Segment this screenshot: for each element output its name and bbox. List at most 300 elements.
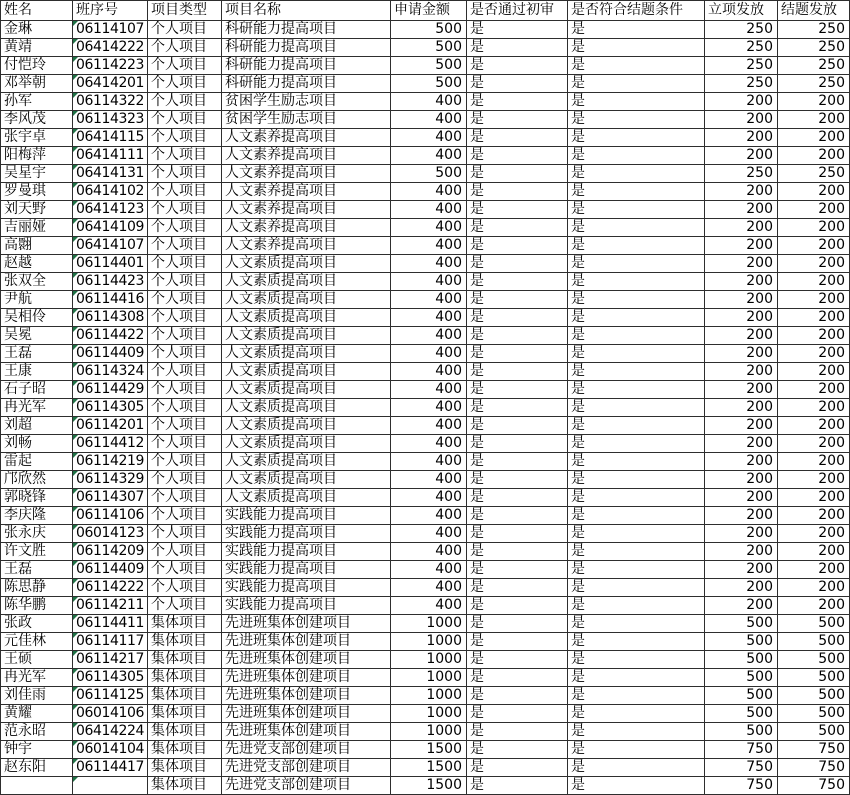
cell-r23-c4[interactable]: [391, 435, 467, 453]
cell-r11-c4[interactable]: [391, 219, 467, 237]
cell-r39-c1[interactable]: [73, 723, 148, 741]
cell-r6-c3[interactable]: [222, 129, 391, 147]
cell-r41-c4[interactable]: [391, 759, 467, 777]
cell-r9-c5[interactable]: [467, 183, 568, 201]
cell-r29-c3[interactable]: [222, 543, 391, 561]
cell-r34-c5[interactable]: [467, 633, 568, 651]
cell-r38-c4[interactable]: [391, 705, 467, 723]
cell-r13-c1[interactable]: [73, 255, 148, 273]
cell-r20-c2[interactable]: [148, 381, 222, 399]
cell-r7-c1[interactable]: [73, 147, 148, 165]
column-header-0[interactable]: 姓名: [1, 1, 73, 21]
cell-r1-c2[interactable]: [148, 39, 222, 57]
cell-r31-c7[interactable]: [705, 579, 778, 597]
cell-r42-c7[interactable]: [705, 777, 778, 795]
cell-r0-c1[interactable]: [73, 21, 148, 39]
cell-r35-c3[interactable]: [222, 651, 391, 669]
cell-r28-c8[interactable]: [778, 525, 850, 543]
cell-r23-c7[interactable]: [705, 435, 778, 453]
cell-r2-c3[interactable]: [222, 57, 391, 75]
cell-r32-c2[interactable]: [148, 597, 222, 615]
cell-r26-c8[interactable]: [778, 489, 850, 507]
cell-r7-c4[interactable]: [391, 147, 467, 165]
cell-r4-c0[interactable]: [1, 93, 73, 111]
cell-r26-c0[interactable]: [1, 489, 73, 507]
cell-r4-c7[interactable]: [705, 93, 778, 111]
column-header-7[interactable]: 立项发放: [705, 1, 778, 21]
cell-r27-c7[interactable]: [705, 507, 778, 525]
cell-r34-c0[interactable]: [1, 633, 73, 651]
cell-r8-c0[interactable]: [1, 165, 73, 183]
cell-r31-c2[interactable]: [148, 579, 222, 597]
cell-r10-c4[interactable]: [391, 201, 467, 219]
cell-r17-c3[interactable]: [222, 327, 391, 345]
cell-r24-c6[interactable]: [568, 453, 705, 471]
cell-r4-c8[interactable]: [778, 93, 850, 111]
cell-r25-c3[interactable]: [222, 471, 391, 489]
cell-r30-c0[interactable]: [1, 561, 73, 579]
cell-r36-c2[interactable]: [148, 669, 222, 687]
cell-r32-c1[interactable]: [73, 597, 148, 615]
cell-r23-c5[interactable]: [467, 435, 568, 453]
cell-r15-c6[interactable]: [568, 291, 705, 309]
cell-r33-c7[interactable]: [705, 615, 778, 633]
cell-r24-c4[interactable]: [391, 453, 467, 471]
cell-r34-c3[interactable]: [222, 633, 391, 651]
cell-r19-c4[interactable]: [391, 363, 467, 381]
column-header-6[interactable]: 是否符合结题条件: [568, 1, 705, 21]
cell-r36-c7[interactable]: [705, 669, 778, 687]
cell-r20-c5[interactable]: [467, 381, 568, 399]
cell-r2-c8[interactable]: [778, 57, 850, 75]
cell-r37-c2[interactable]: [148, 687, 222, 705]
cell-r36-c1[interactable]: [73, 669, 148, 687]
cell-r27-c2[interactable]: [148, 507, 222, 525]
cell-r40-c1[interactable]: [73, 741, 148, 759]
cell-r35-c4[interactable]: [391, 651, 467, 669]
cell-r1-c8[interactable]: [778, 39, 850, 57]
cell-r4-c1[interactable]: [73, 93, 148, 111]
cell-r34-c1[interactable]: [73, 633, 148, 651]
cell-r21-c2[interactable]: [148, 399, 222, 417]
cell-r6-c2[interactable]: [148, 129, 222, 147]
cell-r3-c2[interactable]: [148, 75, 222, 93]
cell-r16-c2[interactable]: [148, 309, 222, 327]
cell-r21-c7[interactable]: [705, 399, 778, 417]
cell-r16-c1[interactable]: [73, 309, 148, 327]
cell-r36-c0[interactable]: [1, 669, 73, 687]
cell-r3-c1[interactable]: [73, 75, 148, 93]
cell-r33-c6[interactable]: [568, 615, 705, 633]
cell-r22-c1[interactable]: [73, 417, 148, 435]
cell-r34-c7[interactable]: [705, 633, 778, 651]
cell-r12-c2[interactable]: [148, 237, 222, 255]
cell-r17-c5[interactable]: [467, 327, 568, 345]
cell-r10-c5[interactable]: [467, 201, 568, 219]
cell-r18-c6[interactable]: [568, 345, 705, 363]
cell-r41-c5[interactable]: [467, 759, 568, 777]
cell-r12-c4[interactable]: [391, 237, 467, 255]
cell-r25-c4[interactable]: [391, 471, 467, 489]
cell-r4-c4[interactable]: [391, 93, 467, 111]
cell-r0-c8[interactable]: [778, 21, 850, 39]
cell-r16-c8[interactable]: [778, 309, 850, 327]
cell-r13-c7[interactable]: [705, 255, 778, 273]
cell-r19-c8[interactable]: [778, 363, 850, 381]
cell-r18-c5[interactable]: [467, 345, 568, 363]
cell-r29-c7[interactable]: [705, 543, 778, 561]
cell-r9-c4[interactable]: [391, 183, 467, 201]
cell-r21-c5[interactable]: [467, 399, 568, 417]
cell-r34-c4[interactable]: [391, 633, 467, 651]
cell-r5-c5[interactable]: [467, 111, 568, 129]
cell-r22-c8[interactable]: [778, 417, 850, 435]
cell-r35-c0[interactable]: [1, 651, 73, 669]
cell-r2-c1[interactable]: [73, 57, 148, 75]
cell-r39-c4[interactable]: [391, 723, 467, 741]
cell-r22-c4[interactable]: [391, 417, 467, 435]
cell-r1-c4[interactable]: [391, 39, 467, 57]
cell-r11-c0[interactable]: [1, 219, 73, 237]
cell-r23-c1[interactable]: [73, 435, 148, 453]
cell-r22-c7[interactable]: [705, 417, 778, 435]
cell-r17-c4[interactable]: [391, 327, 467, 345]
cell-r9-c6[interactable]: [568, 183, 705, 201]
cell-r5-c7[interactable]: [705, 111, 778, 129]
cell-r32-c8[interactable]: [778, 597, 850, 615]
cell-r8-c8[interactable]: [778, 165, 850, 183]
cell-r32-c0[interactable]: [1, 597, 73, 615]
cell-r9-c3[interactable]: [222, 183, 391, 201]
cell-r0-c5[interactable]: [467, 21, 568, 39]
cell-r15-c1[interactable]: [73, 291, 148, 309]
column-header-5[interactable]: 是否通过初审: [467, 1, 568, 21]
cell-r9-c1[interactable]: [73, 183, 148, 201]
cell-r19-c7[interactable]: [705, 363, 778, 381]
cell-r27-c5[interactable]: [467, 507, 568, 525]
cell-r41-c7[interactable]: [705, 759, 778, 777]
cell-r30-c6[interactable]: [568, 561, 705, 579]
cell-r14-c6[interactable]: [568, 273, 705, 291]
cell-r29-c5[interactable]: [467, 543, 568, 561]
cell-r6-c1[interactable]: [73, 129, 148, 147]
cell-r6-c0[interactable]: [1, 129, 73, 147]
cell-r5-c4[interactable]: [391, 111, 467, 129]
cell-r38-c0[interactable]: [1, 705, 73, 723]
cell-r8-c3[interactable]: [222, 165, 391, 183]
cell-r33-c3[interactable]: [222, 615, 391, 633]
cell-r22-c6[interactable]: [568, 417, 705, 435]
cell-r7-c5[interactable]: [467, 147, 568, 165]
cell-r11-c6[interactable]: [568, 219, 705, 237]
cell-r0-c7[interactable]: [705, 21, 778, 39]
cell-r16-c5[interactable]: [467, 309, 568, 327]
cell-r30-c1[interactable]: [73, 561, 148, 579]
cell-r9-c7[interactable]: [705, 183, 778, 201]
cell-r6-c6[interactable]: [568, 129, 705, 147]
cell-r29-c0[interactable]: [1, 543, 73, 561]
cell-r30-c3[interactable]: [222, 561, 391, 579]
cell-r38-c8[interactable]: [778, 705, 850, 723]
cell-r31-c6[interactable]: [568, 579, 705, 597]
cell-r14-c1[interactable]: [73, 273, 148, 291]
cell-r36-c8[interactable]: [778, 669, 850, 687]
cell-r26-c7[interactable]: [705, 489, 778, 507]
cell-r14-c8[interactable]: [778, 273, 850, 291]
cell-r15-c7[interactable]: [705, 291, 778, 309]
cell-r23-c2[interactable]: [148, 435, 222, 453]
cell-r19-c3[interactable]: [222, 363, 391, 381]
column-header-1[interactable]: 班序号: [73, 1, 148, 21]
cell-r38-c1[interactable]: [73, 705, 148, 723]
cell-r40-c2[interactable]: [148, 741, 222, 759]
cell-r11-c8[interactable]: [778, 219, 850, 237]
cell-r12-c5[interactable]: [467, 237, 568, 255]
cell-r13-c8[interactable]: [778, 255, 850, 273]
cell-r2-c6[interactable]: [568, 57, 705, 75]
cell-r1-c0[interactable]: [1, 39, 73, 57]
cell-r3-c4[interactable]: [391, 75, 467, 93]
cell-r39-c2[interactable]: [148, 723, 222, 741]
cell-r37-c1[interactable]: [73, 687, 148, 705]
cell-r37-c7[interactable]: [705, 687, 778, 705]
cell-r27-c4[interactable]: [391, 507, 467, 525]
cell-r30-c7[interactable]: [705, 561, 778, 579]
cell-r28-c7[interactable]: [705, 525, 778, 543]
cell-r13-c5[interactable]: [467, 255, 568, 273]
cell-r27-c8[interactable]: [778, 507, 850, 525]
cell-r42-c5[interactable]: [467, 777, 568, 795]
cell-r31-c3[interactable]: [222, 579, 391, 597]
cell-r16-c4[interactable]: [391, 309, 467, 327]
cell-r2-c5[interactable]: [467, 57, 568, 75]
cell-r14-c2[interactable]: [148, 273, 222, 291]
cell-r15-c5[interactable]: [467, 291, 568, 309]
cell-r16-c3[interactable]: [222, 309, 391, 327]
cell-r0-c3[interactable]: [222, 21, 391, 39]
cell-r31-c0[interactable]: [1, 579, 73, 597]
cell-r42-c0[interactable]: [1, 777, 73, 795]
cell-r10-c6[interactable]: [568, 201, 705, 219]
cell-r25-c2[interactable]: [148, 471, 222, 489]
cell-r4-c6[interactable]: [568, 93, 705, 111]
cell-r8-c6[interactable]: [568, 165, 705, 183]
cell-r3-c5[interactable]: [467, 75, 568, 93]
cell-r17-c6[interactable]: [568, 327, 705, 345]
cell-r12-c1[interactable]: [73, 237, 148, 255]
cell-r28-c0[interactable]: [1, 525, 73, 543]
cell-r19-c6[interactable]: [568, 363, 705, 381]
cell-r17-c0[interactable]: [1, 327, 73, 345]
cell-r21-c1[interactable]: [73, 399, 148, 417]
cell-r18-c1[interactable]: [73, 345, 148, 363]
cell-r10-c0[interactable]: [1, 201, 73, 219]
cell-r40-c6[interactable]: [568, 741, 705, 759]
cell-r37-c8[interactable]: [778, 687, 850, 705]
cell-r16-c6[interactable]: [568, 309, 705, 327]
cell-r40-c8[interactable]: [778, 741, 850, 759]
cell-r2-c4[interactable]: [391, 57, 467, 75]
cell-r20-c8[interactable]: [778, 381, 850, 399]
cell-r22-c3[interactable]: [222, 417, 391, 435]
cell-r25-c8[interactable]: [778, 471, 850, 489]
cell-r19-c0[interactable]: [1, 363, 73, 381]
cell-r24-c8[interactable]: [778, 453, 850, 471]
cell-r28-c2[interactable]: [148, 525, 222, 543]
cell-r25-c7[interactable]: [705, 471, 778, 489]
cell-r23-c3[interactable]: [222, 435, 391, 453]
cell-r30-c4[interactable]: [391, 561, 467, 579]
cell-r40-c7[interactable]: [705, 741, 778, 759]
cell-r0-c6[interactable]: [568, 21, 705, 39]
cell-r15-c3[interactable]: [222, 291, 391, 309]
cell-r20-c3[interactable]: [222, 381, 391, 399]
cell-r1-c7[interactable]: [705, 39, 778, 57]
cell-r30-c2[interactable]: [148, 561, 222, 579]
cell-r12-c6[interactable]: [568, 237, 705, 255]
column-header-2[interactable]: 项目类型: [148, 1, 222, 21]
cell-r0-c0[interactable]: [1, 21, 73, 39]
cell-r5-c8[interactable]: [778, 111, 850, 129]
cell-r13-c4[interactable]: [391, 255, 467, 273]
cell-r7-c6[interactable]: [568, 147, 705, 165]
cell-r12-c7[interactable]: [705, 237, 778, 255]
cell-r38-c3[interactable]: [222, 705, 391, 723]
cell-r27-c0[interactable]: [1, 507, 73, 525]
cell-r23-c8[interactable]: [778, 435, 850, 453]
cell-r18-c3[interactable]: [222, 345, 391, 363]
cell-r7-c3[interactable]: [222, 147, 391, 165]
cell-r5-c2[interactable]: [148, 111, 222, 129]
cell-r3-c0[interactable]: [1, 75, 73, 93]
cell-r36-c3[interactable]: [222, 669, 391, 687]
cell-r17-c8[interactable]: [778, 327, 850, 345]
cell-r14-c0[interactable]: [1, 273, 73, 291]
cell-r24-c7[interactable]: [705, 453, 778, 471]
cell-r24-c5[interactable]: [467, 453, 568, 471]
cell-r20-c6[interactable]: [568, 381, 705, 399]
column-header-3[interactable]: 项目名称: [222, 1, 391, 21]
cell-r17-c7[interactable]: [705, 327, 778, 345]
cell-r37-c3[interactable]: [222, 687, 391, 705]
cell-r26-c5[interactable]: [467, 489, 568, 507]
cell-r4-c3[interactable]: [222, 93, 391, 111]
cell-r16-c7[interactable]: [705, 309, 778, 327]
cell-r42-c3[interactable]: [222, 777, 391, 795]
cell-r11-c3[interactable]: [222, 219, 391, 237]
cell-r41-c2[interactable]: [148, 759, 222, 777]
cell-r42-c1[interactable]: [73, 777, 148, 795]
cell-r25-c6[interactable]: [568, 471, 705, 489]
cell-r28-c3[interactable]: [222, 525, 391, 543]
cell-r39-c7[interactable]: [705, 723, 778, 741]
cell-r36-c5[interactable]: [467, 669, 568, 687]
cell-r6-c7[interactable]: [705, 129, 778, 147]
cell-r29-c2[interactable]: [148, 543, 222, 561]
cell-r4-c2[interactable]: [148, 93, 222, 111]
cell-r7-c7[interactable]: [705, 147, 778, 165]
cell-r24-c3[interactable]: [222, 453, 391, 471]
cell-r14-c7[interactable]: [705, 273, 778, 291]
cell-r31-c4[interactable]: [391, 579, 467, 597]
cell-r37-c0[interactable]: [1, 687, 73, 705]
cell-r24-c0[interactable]: [1, 453, 73, 471]
cell-r39-c5[interactable]: [467, 723, 568, 741]
column-header-4[interactable]: 申请金额: [391, 1, 467, 21]
cell-r0-c2[interactable]: [148, 21, 222, 39]
cell-r15-c4[interactable]: [391, 291, 467, 309]
cell-r33-c2[interactable]: [148, 615, 222, 633]
cell-r35-c6[interactable]: [568, 651, 705, 669]
column-header-8[interactable]: 结题发放: [778, 1, 850, 21]
cell-r7-c2[interactable]: [148, 147, 222, 165]
cell-r30-c5[interactable]: [467, 561, 568, 579]
cell-r17-c1[interactable]: [73, 327, 148, 345]
cell-r13-c3[interactable]: [222, 255, 391, 273]
cell-r32-c4[interactable]: [391, 597, 467, 615]
cell-r40-c4[interactable]: [391, 741, 467, 759]
cell-r38-c5[interactable]: [467, 705, 568, 723]
cell-r20-c4[interactable]: [391, 381, 467, 399]
cell-r36-c4[interactable]: [391, 669, 467, 687]
cell-r25-c1[interactable]: [73, 471, 148, 489]
cell-r16-c0[interactable]: [1, 309, 73, 327]
cell-r33-c5[interactable]: [467, 615, 568, 633]
cell-r37-c6[interactable]: [568, 687, 705, 705]
cell-r12-c0[interactable]: [1, 237, 73, 255]
cell-r22-c0[interactable]: [1, 417, 73, 435]
cell-r5-c6[interactable]: [568, 111, 705, 129]
cell-r18-c4[interactable]: [391, 345, 467, 363]
cell-r15-c8[interactable]: [778, 291, 850, 309]
cell-r39-c3[interactable]: [222, 723, 391, 741]
cell-r37-c4[interactable]: [391, 687, 467, 705]
cell-r6-c8[interactable]: [778, 129, 850, 147]
cell-r20-c0[interactable]: [1, 381, 73, 399]
cell-r1-c3[interactable]: [222, 39, 391, 57]
cell-r37-c5[interactable]: [467, 687, 568, 705]
cell-r17-c2[interactable]: [148, 327, 222, 345]
cell-r27-c6[interactable]: [568, 507, 705, 525]
cell-r10-c8[interactable]: [778, 201, 850, 219]
cell-r9-c2[interactable]: [148, 183, 222, 201]
cell-r3-c6[interactable]: [568, 75, 705, 93]
cell-r40-c5[interactable]: [467, 741, 568, 759]
cell-r40-c0[interactable]: [1, 741, 73, 759]
cell-r4-c5[interactable]: [467, 93, 568, 111]
cell-r33-c0[interactable]: [1, 615, 73, 633]
cell-r26-c4[interactable]: [391, 489, 467, 507]
cell-r20-c1[interactable]: [73, 381, 148, 399]
cell-r40-c3[interactable]: [222, 741, 391, 759]
cell-r39-c6[interactable]: [568, 723, 705, 741]
cell-r7-c0[interactable]: [1, 147, 73, 165]
cell-r32-c6[interactable]: [568, 597, 705, 615]
cell-r10-c7[interactable]: [705, 201, 778, 219]
cell-r9-c8[interactable]: [778, 183, 850, 201]
cell-r30-c8[interactable]: [778, 561, 850, 579]
cell-r15-c0[interactable]: [1, 291, 73, 309]
cell-r21-c0[interactable]: [1, 399, 73, 417]
cell-r38-c7[interactable]: [705, 705, 778, 723]
cell-r42-c6[interactable]: [568, 777, 705, 795]
cell-r31-c1[interactable]: [73, 579, 148, 597]
cell-r33-c8[interactable]: [778, 615, 850, 633]
cell-r24-c1[interactable]: [73, 453, 148, 471]
cell-r27-c1[interactable]: [73, 507, 148, 525]
cell-r36-c6[interactable]: [568, 669, 705, 687]
cell-r19-c5[interactable]: [467, 363, 568, 381]
